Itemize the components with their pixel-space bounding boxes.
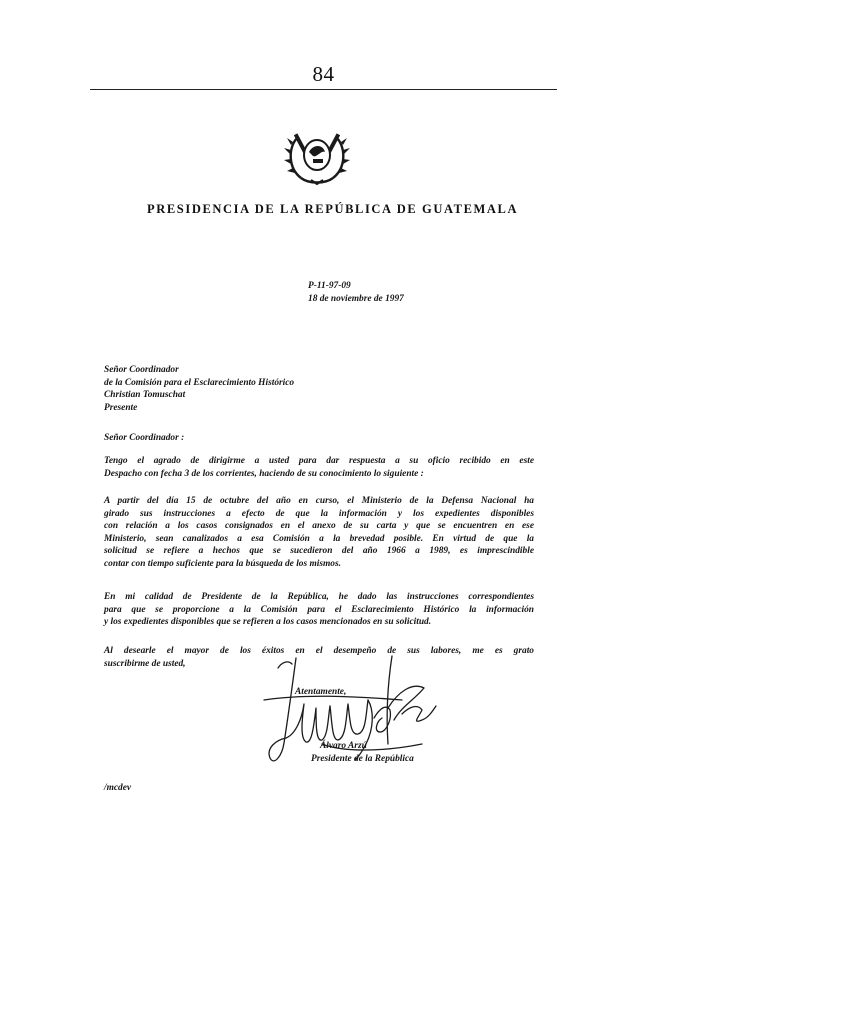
reference-date: 18 de noviembre de 1997: [308, 293, 404, 304]
addressee-line: Christian Tomuschat: [104, 390, 186, 401]
body-paragraph: [104, 591, 534, 629]
paragraph-line: suscribirme de usted,: [104, 658, 186, 669]
paragraph-line: solicitud se refiere a hechos que se sucedieron del año 1966 a 1989, es imprescindible: [104, 546, 534, 557]
letterhead-title: PRESIDENCIA DE LA REPÚBLICA DE GUATEMALA: [147, 202, 519, 216]
addressee-line: de la Comisión para el Esclarecimiento Histórico: [104, 377, 295, 388]
addressee-line: Señor Coordinador: [104, 365, 179, 375]
coat-of-arms-emblem: [283, 128, 351, 186]
addressee-line: Presente: [104, 402, 138, 413]
addressee-block: [104, 364, 294, 414]
body-paragraph: [104, 495, 534, 571]
paragraph-line: Tengo el agrado de dirigirme a usted para dar respuesta a su oficio recibido en este: [104, 456, 534, 466]
paragraph-line: En mi calidad de Presidente de la República, he dado las instrucciones correspondientes: [104, 592, 534, 602]
paragraph-line: contar con tiempo suficiente para la búsqueda de los mismos.: [104, 558, 341, 569]
signer-title: Presidente de la República: [311, 754, 414, 764]
reference-block: [308, 280, 404, 305]
paragraph-line: Ministerio, sean canalizados a esa Comisión a la brevedad posible. En virtud de que la: [104, 533, 534, 544]
signer-name: Álvaro Arzú: [320, 741, 367, 751]
paragraph-line: y los expedientes disponibles que se refieren a los casos mencionados en su solicitud.: [104, 617, 432, 628]
paragraph-line: Despacho con fecha 3 de los corrientes, haciendo de su conocimiento lo siguiente :: [104, 468, 424, 479]
paragraph-line: Al desearle el mayor de los éxitos en el desempeño de sus labores, me es grato: [104, 646, 534, 656]
paragraph-line: A partir del día 15 de octubre del año en curso, el Ministerio de la Defensa Nacional ha: [104, 496, 534, 506]
reference-code: P-11-97-09: [308, 281, 351, 291]
typist-initials: /mcdev: [104, 783, 132, 793]
paragraph-line: girado sus instrucciones a efecto de que la información y los expedientes disponibles: [104, 508, 534, 519]
salutation: Señor Coordinador :: [104, 433, 185, 443]
closing-text: Atentamente,: [295, 687, 347, 697]
paragraph-line: para que se proporcione a la Comisión para el Esclarecimiento Histórico la información: [104, 604, 534, 615]
body-paragraph: [104, 455, 534, 480]
paragraph-line: con relación a los casos consignados en el anexo de su carta y que se encuentren en ese: [104, 521, 534, 532]
page-number: 84: [312, 62, 335, 86]
